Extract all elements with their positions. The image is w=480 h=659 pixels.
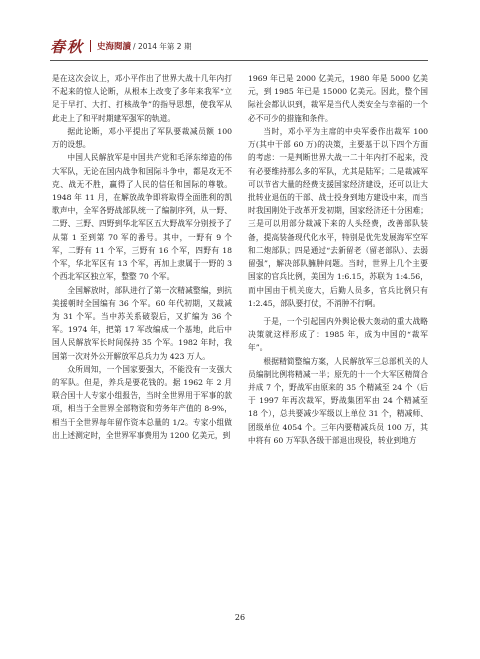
header-divider [90,40,91,52]
magazine-logo: 春秋 [50,37,85,56]
paragraph: 据此论断，邓小平提出了军队要裁减员额 100 万的设想。 [52,126,232,150]
paragraph: 是在这次会议上，邓小平作出了世界大战十几年内打不起来的惊人论断，从根本上改变了多年来我军“立足于早打、大打、打核战争”的指导思想，使我军从此走上了和平时期建军强军的轨道。 [52,74,232,123]
paragraph: 中国人民解放军是中国共产党和毛泽东缔造的伟大军队，无论在国内战争和国际斗争中，都是攻无不克、战无不胜，赢得了人民的信任和国际的尊敬。1948 年 11 月，在解放战争即将取得全面胜利的凯歌声中，全军各野战部队统一了编制序列，从一野、二野、三野、四野到华北军区五大野战军分别授予了从第 1 至到第 70 军的番号。其中，一野有 9 个军，二野有 11 个军，三野有 16 个军，四野有 18 个军，华北军区有 13 个军，再加上隶属于一野的 3 个西北军区独立军，整整 70 个军。 [52,153,232,282]
paragraph: 根据精简整编方案，人民解放军三总部机关的人员编制比例将精减一半；原先的十一个大军区精简合并成 7 个，野战军由原来的 35 个精减至 24 个（后于 1997 年再次裁军，野战集团军由 24 个精减至 18 个），总共要减少军级以上单位 31 个，精减师、团级单位 4054 个。三年内要精减兵员 100 万，其中将有 60 万军队各级干部退出现役，转业到地方 [248,356,428,445]
paragraph: 全国解放时，部队进行了第一次精减整编，到抗美援朝时全国编有 36 个军。60 年代初期，又裁减为 31 个军。当中苏关系破裂后，又扩编为 36 个军。1974 年，把第 17 军改编成一个基地，此后中国人民解放军长时间保持 35 个军。1982 年时，我国第一次对外公开解放军总兵力为 423 万人。 [52,285,232,361]
page-number: 26 [234,613,246,622]
issue-label: / 2014 年第 2 期 [133,41,192,51]
paragraph: 当时，邓小平为主席的中央军委作出裁军 100 万(其中干部 60 万)的决策，主要基于以下四个方面的考虑：一是判断世界大战一二十年内打不起来，没有必要维持那么多的军队，尤其是陆军；二是裁减军可以节省大量的经费支援国家经济建设，还可以让大批转业退伍的干部、战士投身到地方建设中来，而当时我国刚处于改革开发初期，国家经济还十分困难；三是可以用部分裁减下来的人头经费，改善部队装备，提高装备现代化水平，特别是优先发展海军空军和二炮部队；四是通过“去新留老（留老部队）、去弱留强”，解决部队臃肿问题。当时，世界上几个主要国家的官兵比例，美国为 1:6.15，苏联为 1:4.56，而中国由于机关庞大，后勤人员多，官兵比例只有 1:2.45，部队要打仗，不消肿不行啊。 [248,126,428,308]
paragraph: 于是，一个引起国内外舆论极大轰动的重大战略决策就这样形成了：1985 年，成为中国的“裁军年”。 [248,316,428,353]
paragraph: 众所周知，一个国家要强大，不能没有一支强大的军队。但是，养兵是要花钱的。据 1962 年 2 月联合国十人专家小组报告，当时全世界用于军事的款项，相当于全世界全部物资和劳务年产值的 8-9%，相当于全世界每年留作资本总量的 1/2。专家小组做出上述测定时，全世界军事费用为 1200 亿美元，到 [52,364,232,440]
right-column [248,72,428,447]
page-header [50,36,191,56]
paragraph: 1969 年已是 2000 亿美元，1980 年是 5000 亿美元，到 1985 年已是 15000 亿美元。因此，整个国际社会都认识到，裁军是当代人类安全与幸福的一个必不可少的措施和条件。 [248,74,428,123]
header-rule [50,60,428,61]
column-title: 史海閱讀 [97,42,132,52]
left-column [52,72,232,442]
